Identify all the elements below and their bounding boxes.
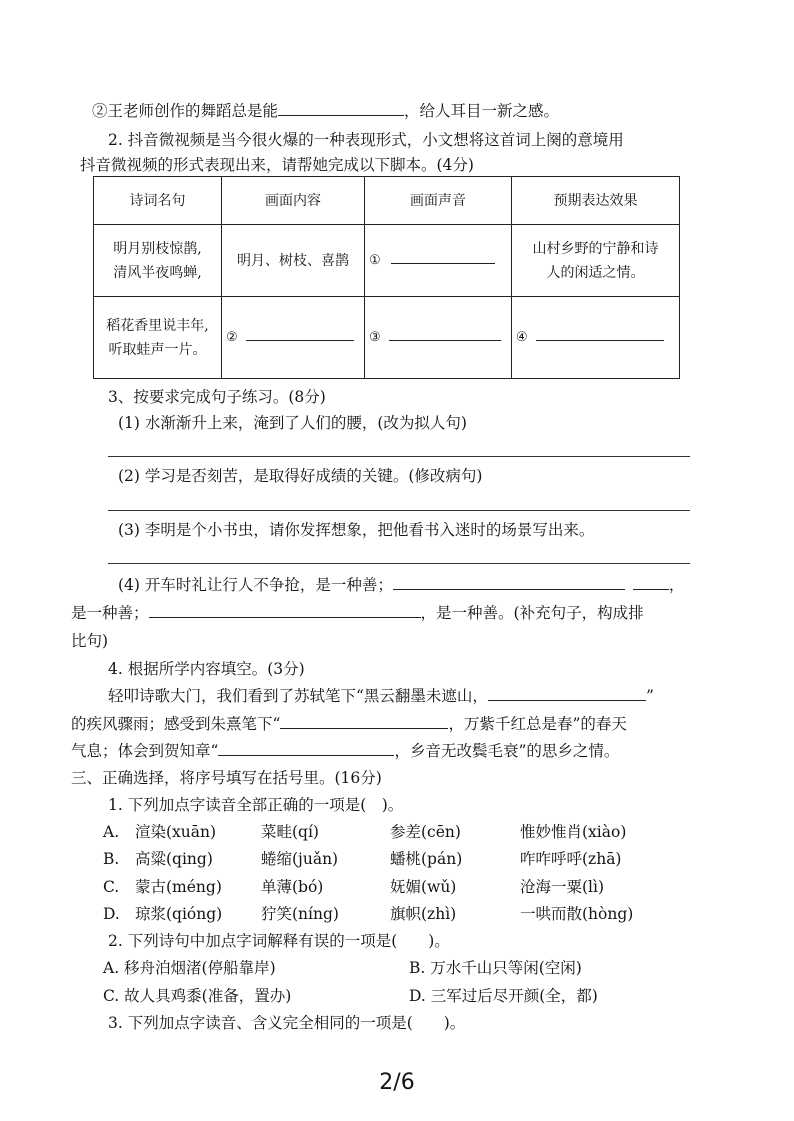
s3-q2-option-b: B. 万水千山只等闲(空闲): [409, 959, 582, 977]
q3-s4-line1: (4) 开车时礼让行人不争抢，是一种善； ，: [118, 576, 685, 594]
q4-title: 4. 根据所学内容填空。(3分): [108, 660, 305, 678]
picture-cell: ②: [222, 297, 365, 379]
answer-blank[interactable]: [218, 741, 394, 756]
table-header-row: [94, 177, 680, 225]
intro-prefix: ②王老师创作的舞蹈总是能: [92, 102, 279, 120]
s3-q3-stem: 3. 下列加点字读音、含义完全相同的一项是( )。: [108, 1014, 466, 1032]
header-poem: 诗词名句: [94, 177, 222, 225]
q3-s1: (1) 水渐渐升上来，淹到了人们的腰，(改为拟人句): [118, 414, 467, 432]
poem-cell: 稻花香里说丰年, 听取蛙声一片。: [94, 297, 222, 379]
header-sound: 画面声音: [365, 177, 512, 225]
q2-line1: 2. 抖音微视频是当今很火爆的一种表现形式，小文想将这首词上阕的意境用: [108, 131, 624, 149]
poem-cell: 明月别枝惊鹊, 清风半夜鸣蝉,: [94, 225, 222, 297]
answer-blank-1[interactable]: [391, 249, 495, 264]
q3-title: 3、按要求完成句子练习。(8分): [108, 388, 326, 406]
q3-s4-line3: 比句): [71, 632, 109, 650]
section3-title: 三、正确选择，将序号填写在括号里。(16分): [71, 769, 382, 787]
answer-blank-3[interactable]: [389, 326, 501, 341]
effect-cell: ④: [512, 297, 680, 379]
script-table: [93, 176, 680, 379]
s3-q2-option-a: A. 移舟泊烟渚(停船靠岸): [103, 959, 276, 977]
answer-line[interactable]: [108, 563, 690, 564]
s3-q2-option-c: C. 故人具鸡黍(准备，置办): [103, 987, 292, 1005]
table-row: [94, 297, 680, 379]
header-picture: 画面内容: [222, 177, 365, 225]
answer-line[interactable]: [108, 456, 690, 457]
s3-q1-stem: 1. 下列加点字读音全部正确的一项是( )。: [108, 796, 404, 814]
answer-blank[interactable]: [278, 101, 404, 116]
header-effect: 预期表达效果: [512, 177, 680, 225]
sound-cell: ③: [365, 297, 512, 379]
answer-blank[interactable]: [280, 714, 448, 729]
sound-cell: ①: [365, 225, 512, 297]
q3-s3: (3) 李明是个小书虫，请你发挥想象，把他看书入迷时的场景写出来。: [118, 521, 595, 539]
q3-s2: (2) 学习是否刻苦，是取得好成绩的关键。(修改病句): [118, 467, 483, 485]
answer-blank-4[interactable]: [536, 326, 664, 341]
intro-line: [92, 101, 559, 121]
answer-blank[interactable]: [488, 686, 646, 701]
s3-q2-stem: 2. 下列诗句中加点字词解释有误的一项是( )。: [108, 932, 450, 950]
q3-s4-line2: 是一种善； ，是一种善。(补充句子，构成排: [71, 604, 644, 622]
answer-blank[interactable]: [393, 575, 625, 590]
answer-blank[interactable]: [633, 575, 669, 590]
answer-line[interactable]: [108, 510, 690, 511]
q4-line2: 的疾风骤雨；感受到朱熹笔下“ ，万紫千红总是春”的春天: [71, 715, 627, 733]
intro-suffix: ，给人耳目一新之感。: [404, 102, 560, 120]
table-row: [94, 225, 680, 297]
answer-blank-2[interactable]: [246, 326, 354, 341]
effect-cell: 山村乡野的宁静和诗 人的闲适之情。: [512, 225, 680, 297]
q4-line3: 气息；体会到贺知章“ ，乡音无改鬓毛衰”的思乡之情。: [71, 742, 620, 760]
answer-blank[interactable]: [149, 603, 421, 618]
q4-line1: 轻叩诗歌大门，我们看到了苏轼笔下“黑云翻墨未遮山， ”: [108, 687, 654, 705]
q2-line2: 抖音微视频的形式表现出来，请帮她完成以下脚本。(4分): [80, 156, 474, 174]
picture-cell: 明月、树枝、喜鹊: [222, 225, 365, 297]
s3-q2-option-d: D. 三军过后尽开颜(全，都): [409, 987, 598, 1005]
page-number: 2/6: [379, 1070, 415, 1095]
